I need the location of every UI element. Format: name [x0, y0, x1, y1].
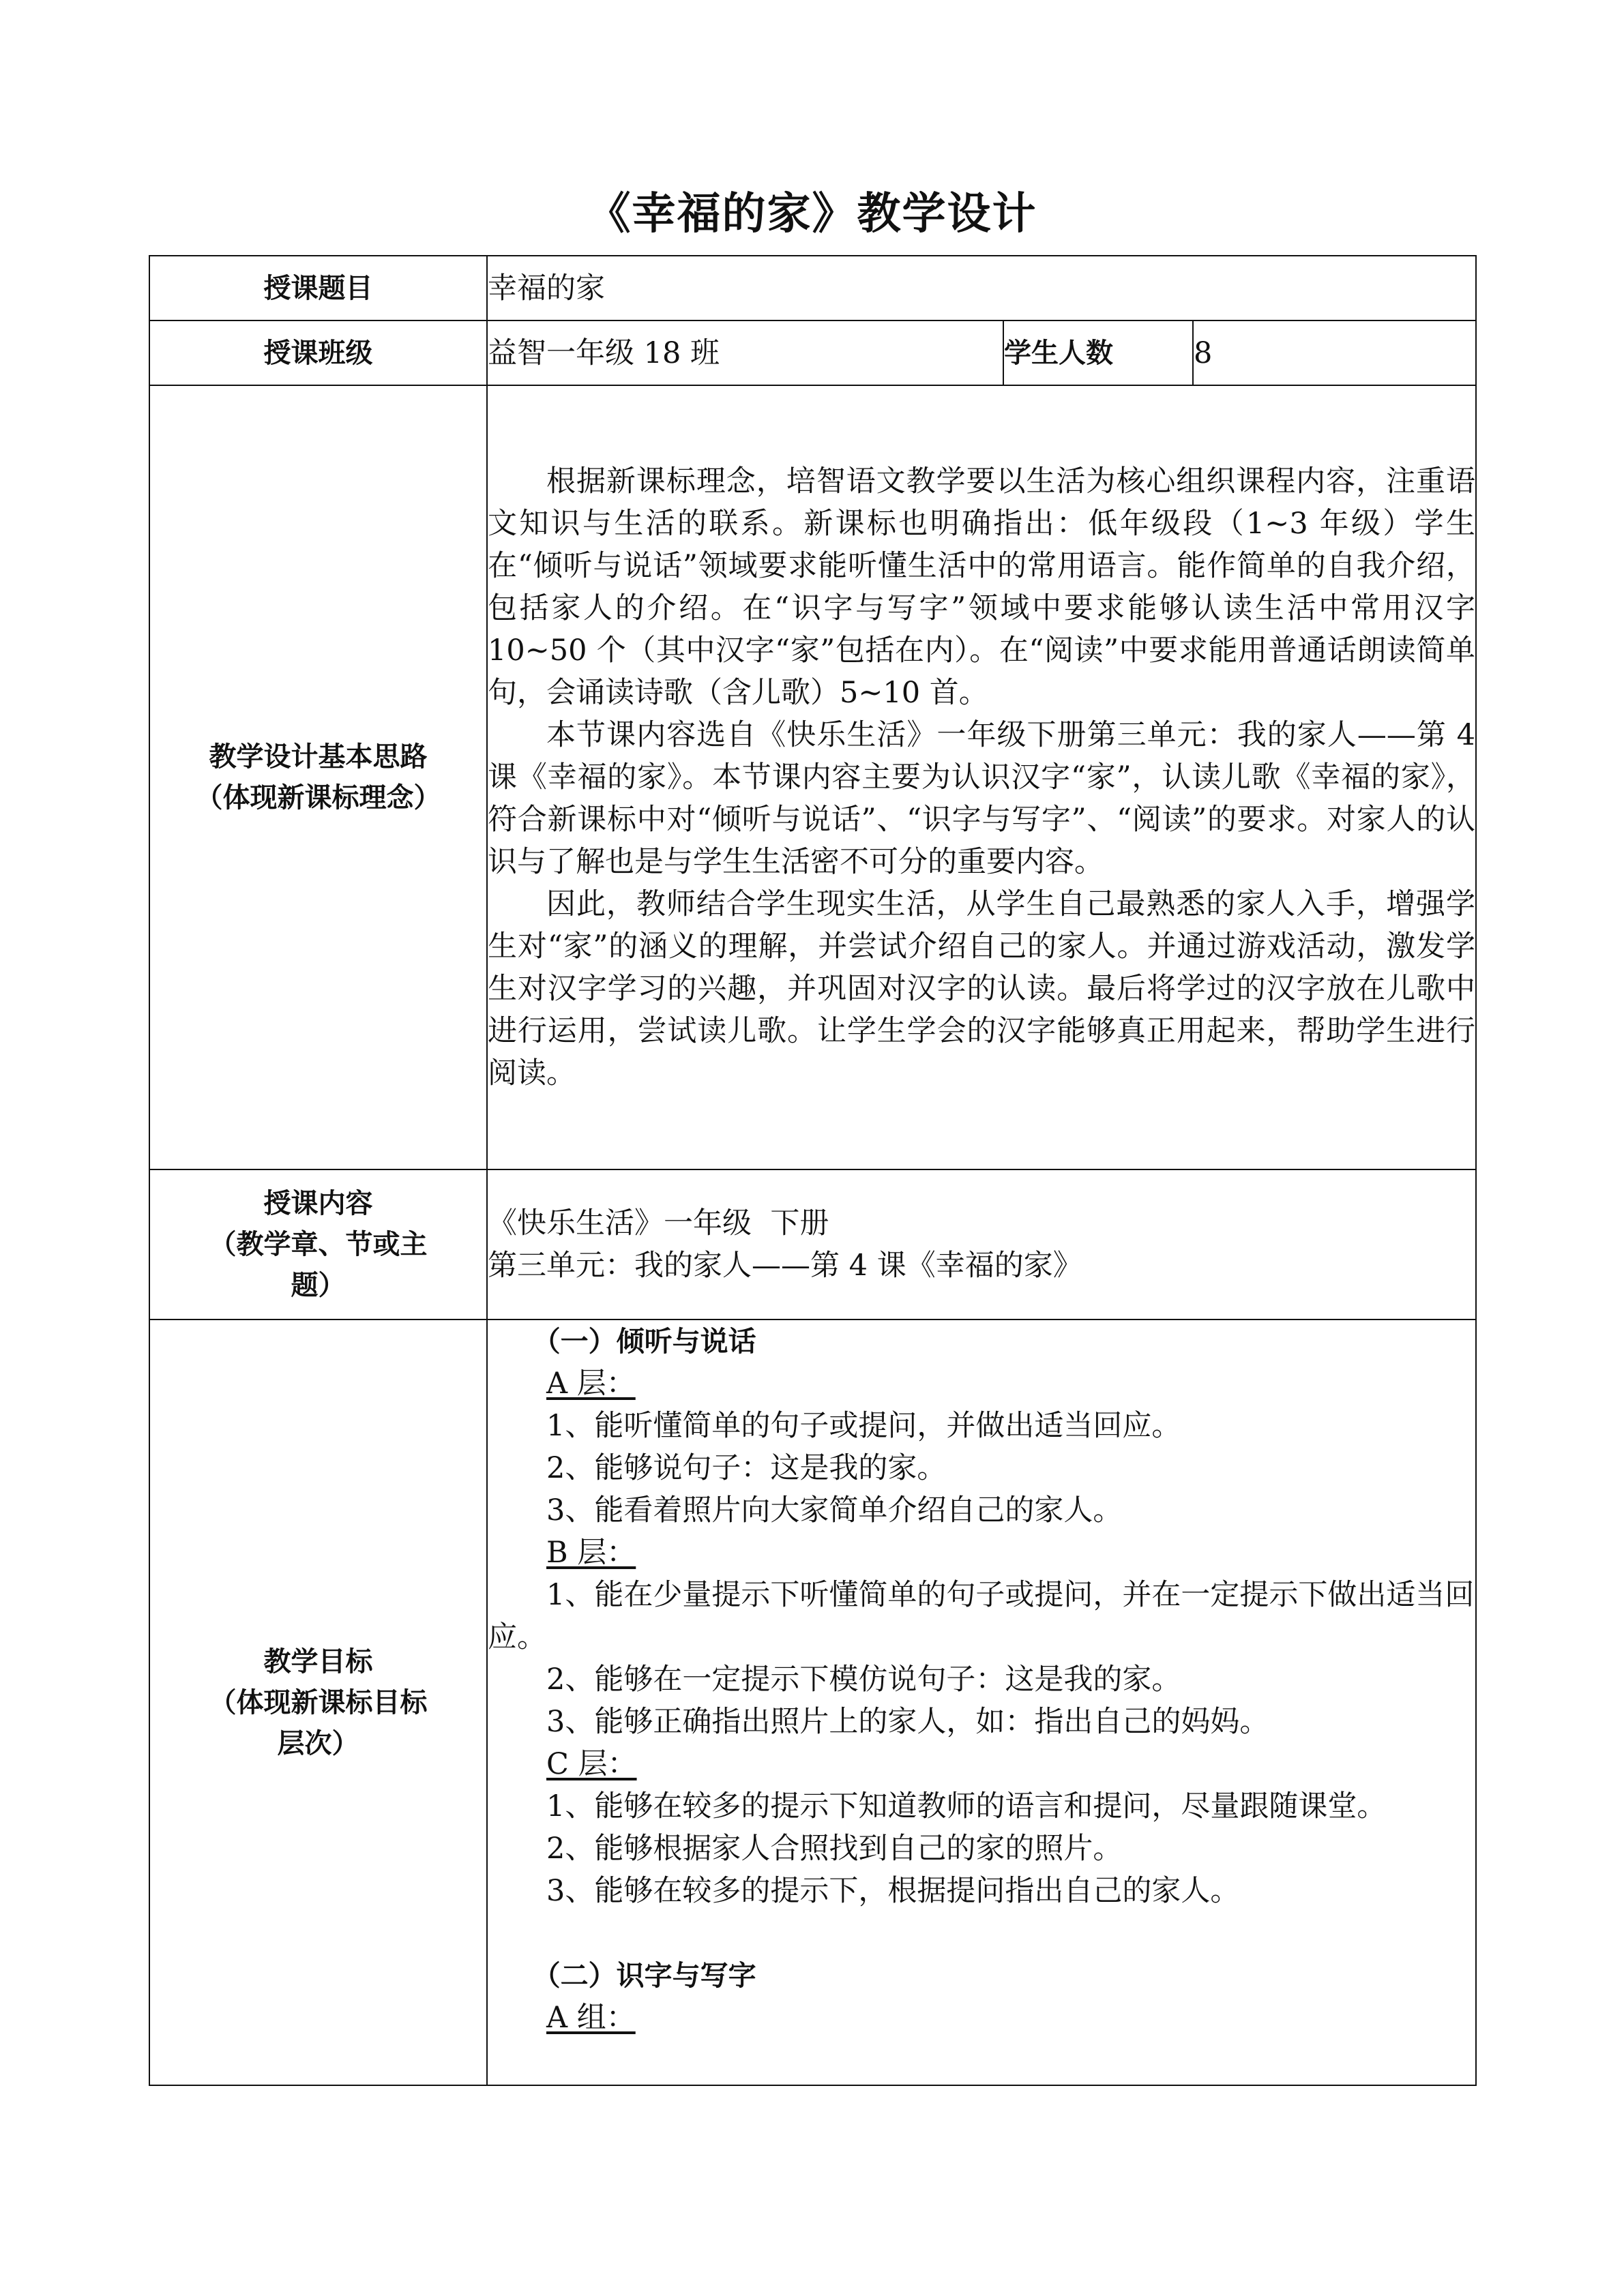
row-design-idea: [149, 385, 1476, 1169]
row-objectives: [149, 1320, 1476, 2085]
spacer: [488, 1912, 1475, 1954]
section-literacy-writing: （二）识字与写字: [532, 1959, 756, 1992]
level-c-item-2: 2、能够根据家人合照找到自己的家的照片。: [546, 1832, 1123, 1866]
design-idea-content: [487, 385, 1476, 1169]
objectives-label-line1: 教学目标: [263, 1645, 373, 1678]
objectives-content: [487, 1320, 1476, 2085]
level-c-title: C 层：: [546, 1747, 637, 1781]
level-b-item-1: 1、能在少量提示下听懂简单的句子或提问，并在一定提示下做出适当回应。: [488, 1578, 1475, 1654]
design-paragraph-1: 根据新课标理念，培智语文教学要以生活为核心组织课程内容，注重语文知识与生活的联系。新课标也明确指出：低年级段（1~3 年级）学生在“倾听与说话”领域要求能听懂生活中的常用语言。能作简单的自我介绍，包括家人的介绍。在“识字与写字”领域中要求能够认读生活中常用汉字 10~50 个（其中汉字“家”包括在内）。在“阅读”中要求能用普通话朗读简单句，会诵读诗歌（含儿歌）5~10 首。: [488, 464, 1475, 710]
row-topic: [149, 256, 1476, 320]
lesson-plan-table: [149, 255, 1477, 2086]
level-a-item-2: 2、能够说句子：这是我的家。: [546, 1451, 947, 1485]
design-idea-label: [149, 385, 487, 1169]
level-a-item-3: 3、能看着照片向大家简单介绍自己的家人。: [546, 1493, 1123, 1527]
row-content: [149, 1169, 1476, 1320]
design-idea-label-line1: 教学设计基本思路: [209, 741, 428, 773]
content-label-line3: 题）: [291, 1270, 346, 1301]
student-count-label: 学生人数: [1003, 320, 1193, 385]
objectives-label-line2: （体现新课标目标: [209, 1686, 428, 1718]
level-a-title: A 层：: [546, 1367, 636, 1401]
topic-value: 幸福的家: [487, 256, 1476, 320]
content-line-1: 《快乐生活》一年级 下册: [488, 1206, 829, 1240]
objectives-label: [149, 1320, 487, 2085]
student-count-value: 8: [1193, 320, 1476, 385]
level-b-title: B 层：: [546, 1536, 636, 1570]
design-idea-label-line2: （体现新课标理念）: [195, 782, 441, 814]
content-label: [149, 1169, 487, 1320]
level-c-item-1: 1、能够在较多的提示下知道教师的语言和提问，尽量跟随课堂。: [546, 1789, 1387, 1823]
level-b-item-2: 2、能够在一定提示下模仿说句子：这是我的家。: [546, 1663, 1181, 1697]
group-a-title: A 组：: [546, 2001, 636, 2035]
level-a-item-1: 1、能听懂简单的句子或提问，并做出适当回应。: [546, 1409, 1181, 1443]
design-paragraph-2: 本节课内容选自《快乐生活》一年级下册第三单元：我的家人——第 4 课《幸福的家》。本节课内容主要为认识汉字“家”，认读儿歌《幸福的家》，符合新课标中对“倾听与说话”、“识字与写字”、“阅读”的要求。对家人的认识与了解也是与学生生活密不可分的重要内容。: [488, 718, 1475, 879]
level-b-item-3: 3、能够正确指出照片上的家人，如：指出自己的妈妈。: [546, 1705, 1269, 1739]
document-title: 《幸福的家》教学设计: [587, 189, 1037, 239]
content-label-line2: （教学章、节或主: [209, 1229, 428, 1260]
topic-label: 授课题目: [149, 256, 487, 320]
row-class: [149, 320, 1476, 385]
content-line-2: 第三单元：我的家人——第 4 课《幸福的家》: [488, 1249, 1082, 1283]
content-value: [487, 1169, 1476, 1320]
content-label-line1: 授课内容: [263, 1188, 373, 1219]
class-value: 益智一年级 18 班: [487, 320, 1003, 385]
objectives-label-line3: 层次）: [277, 1727, 359, 1759]
class-label: 授课班级: [149, 320, 487, 385]
design-paragraph-3: 因此，教师结合学生现实生活，从学生自己最熟悉的家人入手，增强学生对“家”的涵义的理解，并尝试介绍自己的家人。并通过游戏活动，激发学生对汉字学习的兴趣，并巩固对汉字的认读。最后将学过的汉字放在儿歌中进行运用，尝试读儿歌。让学生学会的汉字能够真正用起来，帮助学生进行阅读。: [488, 887, 1475, 1090]
level-c-item-3: 3、能够在较多的提示下，根据提问指出自己的家人。: [546, 1874, 1240, 1908]
section-listening-speaking: （一）倾听与说话: [532, 1325, 756, 1358]
